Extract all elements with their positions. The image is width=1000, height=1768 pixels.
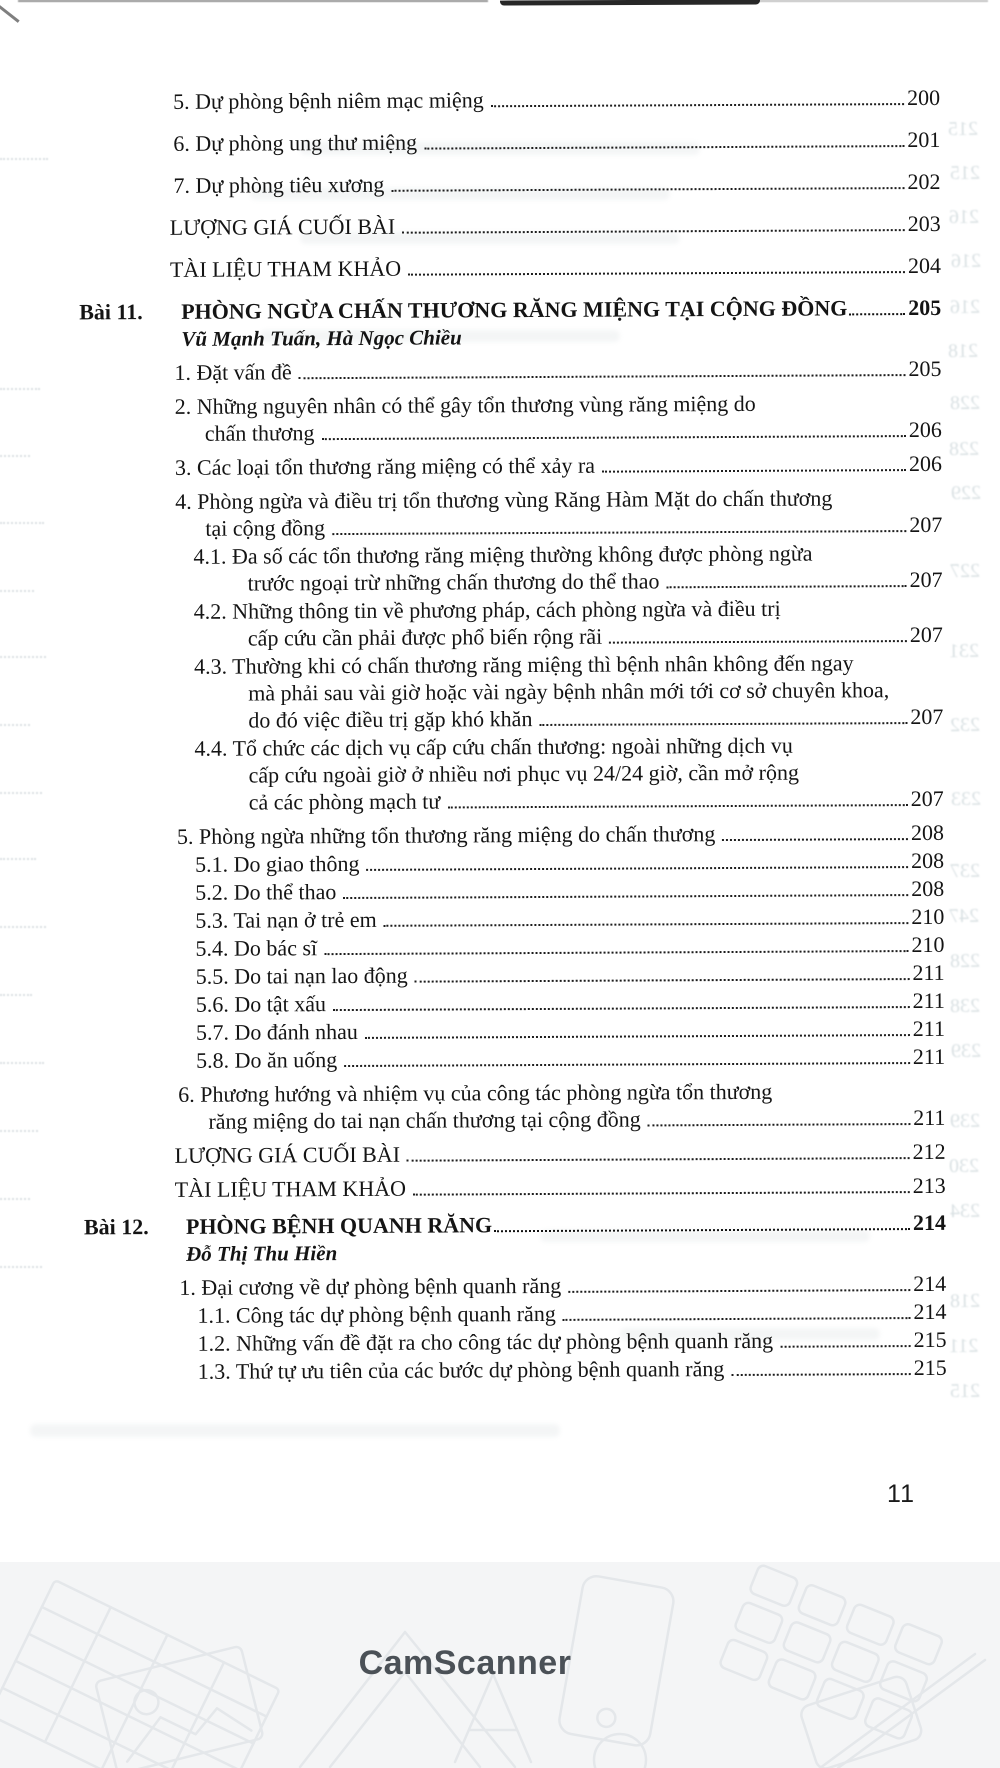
toc-page-number: 215 (913, 1354, 947, 1381)
bleed-through-page-number: 228 (948, 437, 980, 461)
camscanner-watermark-text: CamScanner (358, 1644, 572, 1682)
dot-leader (322, 435, 906, 440)
dot-leader (402, 229, 905, 234)
scan-edge-segment (758, 0, 988, 2)
toc-line (156, 355, 941, 386)
toc-line (158, 676, 943, 707)
dot-leader (384, 922, 909, 927)
bleed-through-dot-leader (0, 994, 32, 996)
bleed-through-page-number: 211 (948, 1334, 979, 1358)
dot-leader (667, 585, 907, 588)
dot-leader (343, 894, 908, 899)
dot-leader (332, 530, 906, 535)
toc-page-number: 205 (908, 355, 942, 382)
toc-entry-text: 4. Phòng ngừa và điều trị tổn thương vùng Răng Hàm Mặt do chấn thương (175, 485, 833, 514)
bleed-through-page-number: 216 (949, 295, 981, 319)
dot-leader (324, 950, 908, 955)
chapter-label: Bài 12. (83, 1214, 149, 1240)
bleed-through-page-number: 231 (948, 639, 980, 663)
dot-leader (447, 804, 907, 808)
toc-line (157, 539, 942, 570)
toc-entry-text: 5.1. Do giao thông (194, 850, 360, 877)
chapter-label: Bài 11. (79, 299, 143, 325)
dot-leader (415, 978, 910, 983)
toc-entry-text: 5. Phòng ngừa những tổn thương răng miệng do chấn thương (176, 821, 716, 849)
toc-entry-sub (157, 539, 942, 597)
toc-line (162, 1326, 947, 1357)
toc-page-number: 208 (910, 819, 944, 846)
dot-leader (602, 469, 906, 473)
toc-entry-text: tại cộng đồng (205, 515, 326, 541)
bleed-through-page-number: 238 (949, 994, 981, 1018)
toc-entry-text: 5.5. Do tai nạn lao động (195, 962, 408, 989)
toc-line (161, 1270, 946, 1301)
toc-entry-text: 1. Đặt vấn đề (174, 359, 292, 385)
toc-entry-text: 5.6. Do tật xấu (195, 991, 327, 1017)
toc-line (157, 511, 942, 542)
dot-leader (849, 313, 905, 315)
toc-entry-text: 5.2. Do thể thao (195, 879, 337, 905)
toc-entry-text: 1.2. Những vấn đề đặt ra cho công tác dự phòng bệnh quanh răng (197, 1327, 774, 1356)
dot-leader (539, 722, 907, 726)
toc-page-number: 214 (912, 1209, 947, 1236)
toc-page-number: 202 (907, 168, 941, 195)
toc-page-number: 211 (912, 987, 945, 1014)
toc-line (161, 1172, 946, 1203)
toc-entry-chapter (83, 1209, 947, 1267)
scan-top-edge-artifact (0, 0, 1000, 10)
toc-page-number: 207 (910, 785, 944, 812)
toc-entry-section (161, 1138, 946, 1169)
toc-line (159, 819, 944, 850)
toc-line (160, 1104, 945, 1135)
toc-line (155, 126, 940, 157)
chapter-author: Vũ Mạnh Tuấn, Hà Ngọc Chiều (181, 325, 462, 351)
toc-entry-text: 4.4. Tổ chức các dịch vụ cấp cứu chấn thương: ngoài những dịch vụ (194, 732, 793, 761)
bleed-through-text-smudge (30, 1424, 560, 1437)
chevron-doodle-icon (330, 1672, 480, 1767)
toc-entry-sub (160, 959, 945, 990)
toc-line (158, 649, 943, 680)
bleed-through-page-number: 247 (948, 904, 980, 928)
dot-leader (344, 1062, 910, 1067)
bleed-through-page-number: 239 (949, 1109, 981, 1133)
toc-entry-top (155, 168, 940, 199)
toc-entry-text: 7. Dự phòng tiêu xương (173, 171, 385, 198)
toc-page-number: 207 (910, 703, 944, 730)
toc-entry-sub (158, 594, 943, 652)
toc-page-number: 214 (913, 1270, 947, 1297)
camscanner-watermark-band (0, 1562, 1000, 1768)
toc-entry-text: LƯỢNG GIÁ CUỐI BÀI (169, 213, 396, 240)
toc-page-number: 203 (907, 210, 941, 237)
toc-entry-sub (159, 847, 944, 878)
toc-line (162, 1354, 947, 1385)
toc-entry-text: do đó việc điều trị gặp khó khăn (248, 706, 533, 733)
toc-entry-text: 5.4. Do bác sĩ (195, 935, 318, 961)
toc-entry-section (161, 1172, 946, 1203)
toc-page-number: 201 (907, 126, 941, 153)
toc-line (159, 847, 944, 878)
toc-page-number: 207 (909, 566, 943, 593)
toc-entry-text: cả các phòng mạch tư (248, 788, 441, 815)
toc-entry-sub (159, 903, 944, 934)
toc-line (159, 931, 944, 962)
toc-page-number: 211 (912, 1015, 946, 1042)
toc-entry-text: 4.3. Thường khi có chấn thương răng miệng thì bệnh nhân không đến ngay (193, 650, 854, 679)
toc-entry-text: trước ngoại trừ những chấn thương do thể thao (247, 568, 660, 596)
toc-entry-text: 1.1. Công tác dự phòng bệnh quanh răng (197, 1300, 556, 1328)
dot-leader (391, 187, 904, 192)
toc-line (160, 1077, 945, 1108)
toc-line (155, 84, 940, 115)
bleed-through-page-number: 227 (949, 559, 981, 583)
toc-page-number: 215 (913, 1326, 947, 1353)
toc-entry-sub (158, 731, 943, 816)
toc-line (158, 594, 943, 625)
bleed-through-dot-leader (0, 1198, 30, 1200)
toc-line (157, 416, 942, 447)
toc-page-number: 208 (910, 847, 945, 874)
bleed-through-dot-leader (0, 926, 46, 928)
bleed-through-dot-leader (0, 1130, 38, 1132)
toc-entry-text: 6. Phương hướng và nhiệm vụ của công tác phòng ngừa tổn thương (178, 1078, 773, 1107)
dot-leader (780, 1345, 910, 1348)
bleed-through-dot-leader (0, 388, 40, 390)
card-doodle-icon (799, 1674, 924, 1768)
toc-entry-sub (160, 1043, 945, 1074)
toc-page-number: 205 (908, 294, 942, 321)
toc-line (160, 987, 945, 1018)
toc-line (158, 731, 943, 762)
toc-entry-text: 1. Đại cương về dự phòng bệnh quanh răng (179, 1272, 562, 1300)
bleed-through-page-number: 216 (948, 205, 980, 229)
folio-page-number: 11 (887, 1480, 915, 1508)
toc-line (158, 566, 943, 597)
toc-entry-sub (159, 931, 944, 962)
toc-entry-item (156, 355, 941, 386)
bleed-through-page-number: 228 (949, 391, 981, 415)
toc-entry-text: 4.1. Đa số các tổn thương răng miệng thường không được phòng ngừa (193, 540, 813, 569)
toc-line (160, 959, 945, 990)
toc-line (157, 389, 942, 420)
toc-entry-sub (161, 1298, 946, 1329)
toc-line (156, 294, 941, 325)
dot-leader (722, 838, 908, 841)
bleed-through-page-number: 229 (950, 481, 982, 505)
toc-entry-sub (159, 875, 944, 906)
toc-line (160, 1015, 945, 1046)
toc-entry-text: cấp cứu cần phải được phổ biến rộng rãi (247, 623, 603, 651)
toc-entry-sub (160, 1015, 945, 1046)
toc-entry-text: 6. Dự phòng ung thư miệng (173, 129, 418, 156)
toc-entry-sub (160, 987, 945, 1018)
toc-entry-sub (158, 649, 943, 734)
dot-leader (568, 1289, 910, 1293)
toc-line (159, 758, 944, 789)
bleed-through-page-number: 233 (950, 787, 982, 811)
dot-leader (494, 1228, 910, 1232)
bleed-through-page-number: 215 (949, 1379, 981, 1403)
toc-entry-item (157, 389, 942, 447)
dot-leader (731, 1373, 910, 1376)
toc-page-number: 211 (912, 959, 945, 986)
toc-entry-text: LƯỢNG GIÁ CUỐI BÀI (174, 1141, 401, 1168)
toc-entry-text: 4.2. Những thông tin về phương pháp, cách phòng ngừa và điều trị (193, 595, 781, 624)
dot-leader (424, 145, 904, 150)
bleed-through-page-number: 228 (949, 949, 981, 973)
toc-entry-text: PHÒNG NGỪA CHẤN THƯƠNG RĂNG MIỆNG TẠI CỘNG ĐỒNG (181, 295, 848, 324)
bleed-through-dot-leader (0, 656, 46, 658)
table-of-contents (79, 84, 947, 1385)
toc-entry-chapter (79, 294, 942, 352)
bleed-through-dot-leader (0, 522, 44, 524)
toc-entry-sub (162, 1326, 947, 1357)
toc-line (160, 1043, 945, 1074)
bleed-through-page-number: 232 (949, 713, 981, 737)
toc-page-number: 204 (907, 252, 942, 279)
bleed-through-page-number: 237 (949, 859, 981, 883)
bleed-through-dot-leader (0, 858, 36, 860)
dot-leader (413, 1191, 910, 1196)
toc-line (161, 1138, 946, 1169)
toc-page-number: 213 (912, 1172, 946, 1199)
toc-page-number: 212 (912, 1138, 946, 1165)
toc-line (158, 621, 943, 652)
toc-line (157, 484, 942, 515)
toc-page-number: 206 (908, 416, 942, 443)
bleed-through-page-number: 218 (947, 339, 979, 363)
scan-edge-segment (500, 0, 760, 6)
scan-edge-corner (0, 2, 20, 22)
toc-page-number: 206 (908, 450, 943, 477)
toc-entry-text: chấn thương (204, 420, 315, 446)
toc-entry-item (159, 819, 944, 850)
toc-line (161, 1209, 946, 1240)
toc-entry-text: 5.3. Tai nạn ở trẻ em (195, 906, 377, 933)
dot-leader (366, 866, 908, 871)
toc-page-number: 207 (909, 621, 943, 648)
toc-line (156, 210, 941, 241)
toc-line (159, 785, 944, 816)
toc-line (159, 875, 944, 906)
bleed-through-dot-leader (0, 724, 30, 726)
toc-entry-text: 5.8. Do ăn uống (196, 1047, 338, 1073)
toc-line (161, 1298, 946, 1329)
toc-entry-text: răng miệng do tai nạn chấn thương tại cộng đồng (208, 1106, 641, 1134)
toc-entry-text: TÀI LIỆU THAM KHẢO (174, 1175, 407, 1202)
toc-page-number: 200 (906, 84, 941, 111)
bleed-through-dot-leader (0, 1062, 44, 1064)
toc-entry-text: cấp cứu ngoài giờ ở nhiều nơi phục vụ 24/24 giờ, cần mở rộng (248, 759, 799, 788)
toc-entry-top (156, 252, 941, 283)
toc-entry-text: 3. Các loại tổn thương răng miệng có thể xảy ra (174, 452, 596, 480)
toc-entry-text: 1.3. Thứ tự ưu tiên của các bước dự phòng bệnh quanh răng (197, 1356, 725, 1384)
toc-page-number: 210 (911, 903, 945, 930)
toc-line (158, 703, 943, 734)
bleed-through-page-number: 239 (950, 1039, 982, 1063)
dot-leader (609, 640, 907, 644)
bleed-through-dot-leader (0, 1266, 42, 1268)
toc-entry-top (155, 84, 940, 115)
toc-page-number: 210 (911, 931, 945, 958)
toc-line (159, 903, 944, 934)
toc-entry-item (160, 1077, 945, 1135)
toc-page-number: 211 (912, 1043, 946, 1070)
toc-entry-text: 5. Dự phòng bệnh niêm mạc miệng (173, 87, 484, 114)
dot-leader (491, 103, 904, 107)
dot-leader (648, 1123, 911, 1126)
toc-line (156, 252, 941, 283)
bleed-through-page-number: 215 (947, 117, 979, 141)
bleed-through-dot-leader (0, 455, 30, 457)
toc-entry-text: 5.7. Do đánh nhau (195, 1018, 358, 1045)
toc-entry-item (157, 450, 942, 481)
bleed-through-dot-leader (0, 158, 48, 160)
toc-entry-text: 2. Những nguyên nhân có thể gây tổn thương vùng răng miệng do (174, 390, 756, 419)
bleed-through-page-number: 216 (950, 249, 982, 273)
toc-line (155, 168, 940, 199)
dot-leader (299, 374, 906, 379)
bleed-through-dot-leader (0, 792, 42, 794)
chapter-author: Đỗ Thị Thu Hiền (186, 1241, 338, 1266)
toc-entry-text: PHÒNG BỆNH QUANH RĂNG (185, 1212, 493, 1239)
toc-entry-top (155, 126, 940, 157)
bleed-through-page-number: 218 (949, 1289, 981, 1313)
bleed-through-page-number: 234 (949, 1199, 981, 1223)
scan-edge-segment (18, 0, 488, 2)
dot-leader (408, 271, 905, 276)
dot-leader (563, 1317, 911, 1321)
toc-entry-item (157, 484, 942, 542)
toc-page-number: 207 (909, 511, 943, 538)
dot-leader (365, 1034, 910, 1039)
toc-page-number: 211 (913, 1104, 946, 1131)
bleed-through-page-number: 215 (949, 161, 981, 185)
toc-entry-sub (162, 1354, 947, 1385)
toc-page-number: 214 (913, 1298, 947, 1325)
dot-leader (333, 1006, 910, 1011)
toc-entry-text: mà phải sau vài giờ hoặc vài ngày bệnh nhân mới tới cơ sở chuyên khoa, (248, 677, 890, 706)
toc-entry-item (161, 1270, 946, 1301)
dot-leader (407, 1157, 910, 1162)
toc-entry-text: TÀI LIỆU THAM KHẢO (169, 255, 402, 282)
toc-entry-top (156, 210, 941, 241)
bleed-through-dot-leader (0, 590, 34, 592)
toc-line (157, 450, 942, 481)
bleed-through-page-number: 230 (948, 1154, 980, 1178)
toc-page-number: 208 (911, 875, 945, 902)
